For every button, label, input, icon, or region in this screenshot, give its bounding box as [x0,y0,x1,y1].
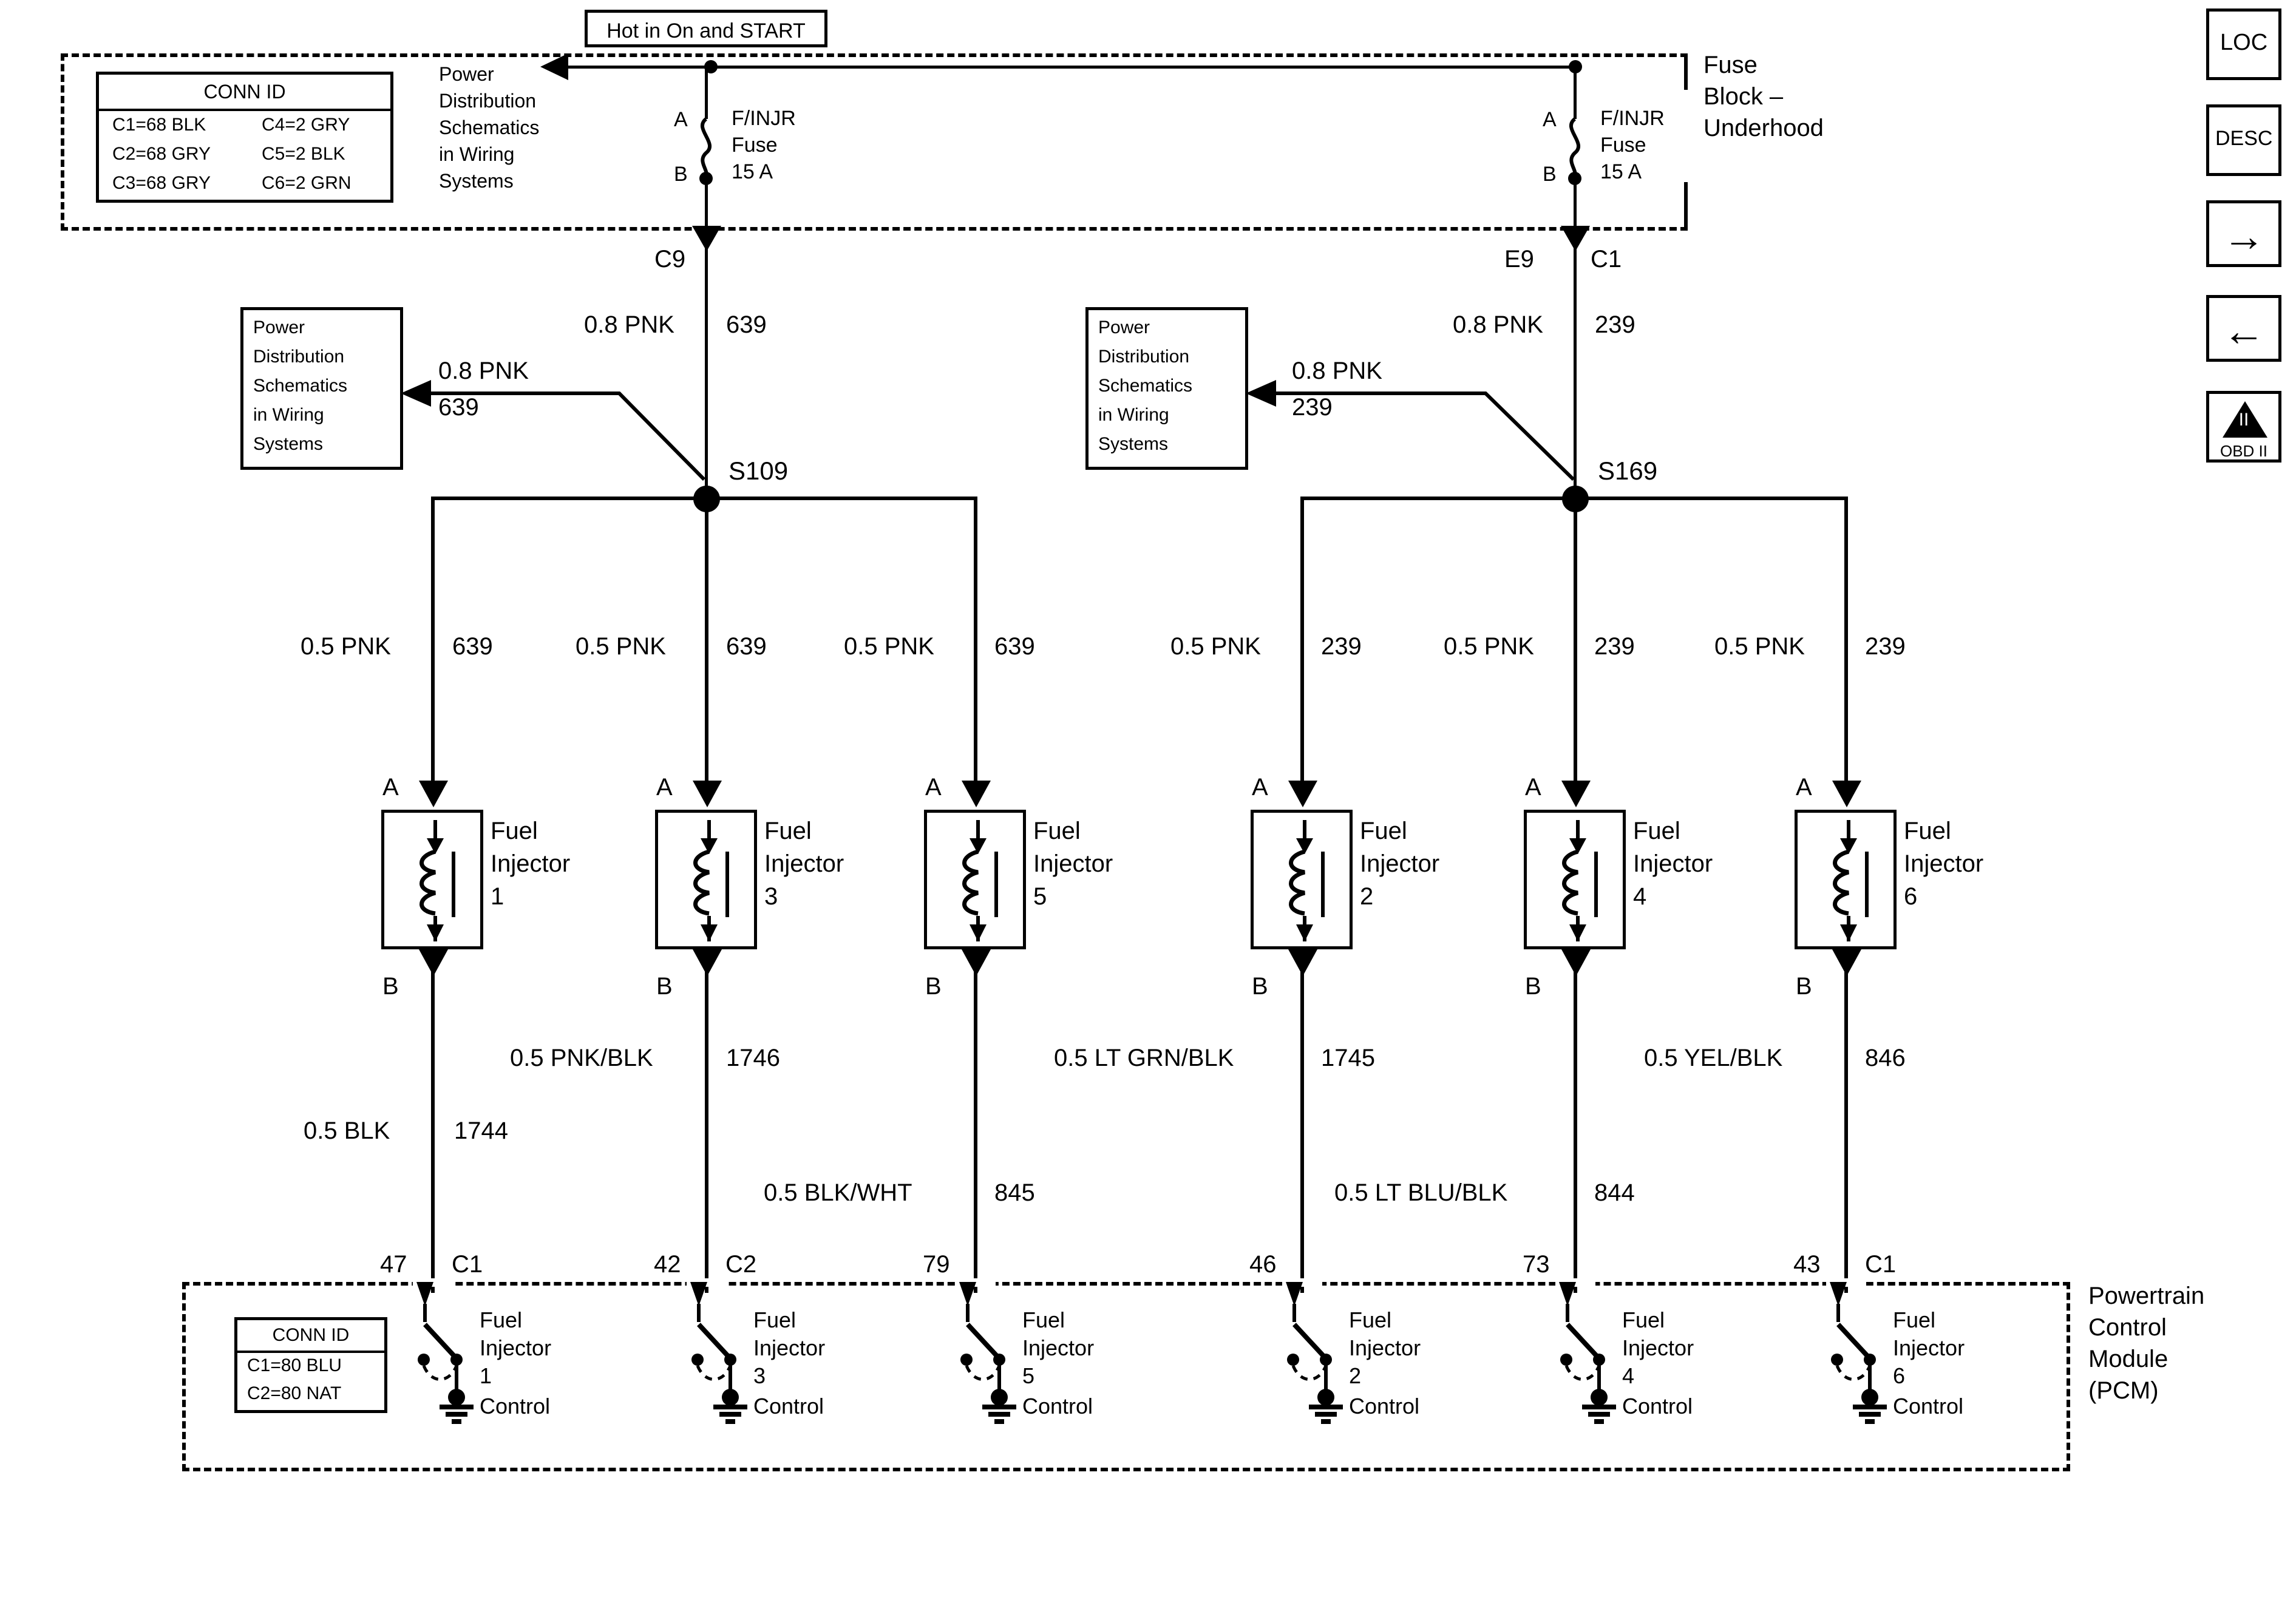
previous-arrow-button[interactable] [2206,295,2281,362]
branch-5-num: 239 [1594,633,1635,660]
pcm-driver-2-l3: 3 [753,1363,766,1388]
branch-4-num: 239 [1321,633,1362,660]
branch-drop-5 [1574,497,1577,800]
right-ref-wire-number: 239 [1292,394,1333,421]
pcm-driver-4-l1: Fuel [1349,1307,1392,1332]
injector-3-body [924,810,1026,949]
top-ref-line4: in Wiring [439,143,515,165]
injector-5-pin-b-label: B [1525,973,1541,1000]
left-ref-wire-number: 639 [438,394,479,421]
control-2-gauge: 0.5 PNK/BLK [510,1045,653,1071]
branch-drop-4 [1300,497,1304,800]
left-ref-line3: Schematics [253,376,348,396]
injector-4-name-l3: 2 [1360,883,1374,910]
branch-3-gauge: 0.5 PNK [844,633,934,660]
pcm-driver-2-l4: Control [753,1394,824,1419]
loc-button-label: LOC [2220,30,2268,55]
control-1-gauge: 0.5 BLK [304,1117,390,1144]
pcm-driver-4-l2: Injector [1349,1335,1421,1360]
fuse-block-right-edge-tick-bottom [1684,182,1688,231]
injector-4-body [1251,810,1353,949]
injector-1-pin-a-label: A [382,774,399,801]
injector-3-name-l1: Fuel [1033,818,1081,844]
pcm-conn-id-divider [237,1351,384,1353]
control-3-number: 845 [994,1179,1035,1206]
branch-4-gauge: 0.5 PNK [1170,633,1261,660]
pcm-pin-5-number: 73 [1523,1251,1550,1278]
feed2-number: 239 [1595,311,1635,338]
injector-4-coil-symbol [1275,820,1334,945]
injector-4-pin-a-arrow [1287,781,1319,810]
fuse1-word: Fuse [732,134,778,157]
right-power-distribution-ref-box [1085,307,1248,470]
fuse2-out-pin-e9: E9 [1504,246,1534,273]
pcm-driver-5-l3: 4 [1622,1363,1635,1388]
fuse1-element [691,119,722,177]
feed2-gauge: 0.8 PNK [1453,311,1543,338]
injector-3-name-l2: Injector [1033,850,1113,877]
control-6-number: 846 [1865,1045,1906,1071]
injector-6-name-l2: Injector [1904,850,1984,877]
injector-4-name-l2: Injector [1360,850,1440,877]
pcm-driver-2-l2: Injector [753,1335,826,1360]
pcm-driver-5-l4: Control [1622,1394,1693,1419]
injector-2-pin-a-arrow [691,781,723,810]
control-wire-5 [1574,971,1577,1293]
injector-5-pin-a-arrow [1560,781,1592,810]
right-ref-arrow-and-leader [1246,364,1580,504]
pcm-driver-6-l4: Control [1893,1394,1964,1419]
right-ref-line5: Systems [1098,434,1169,454]
next-arrow-button[interactable] [2206,200,2281,267]
left-ref-line1: Power [253,317,305,337]
pcm-pin-4-number: 46 [1249,1251,1277,1278]
injector-2-body [655,810,757,949]
obd-ii-sub-label: OBD II [2220,442,2267,460]
injector-3-name-l3: 5 [1033,883,1047,910]
injector-3-pin-b-label: B [925,973,942,1000]
fuse-conn-r3c2: C6=2 GRN [262,173,352,193]
hot-in-on-and-start-label: Hot in On and START [606,19,806,42]
hot-in-on-and-start-banner [585,10,827,47]
fuse-conn-r3c1: C3=68 GRY [112,173,211,193]
pcm-driver-1-symbol [389,1282,492,1440]
right-ref-line1: Power [1098,317,1150,337]
pcm-driver-3-symbol [931,1282,1034,1440]
fuse-block-right-edge-tick-top [1684,53,1688,90]
injector-3-coil-symbol [949,820,1007,945]
fuse-conn-r1c1: C1=68 BLK [112,115,206,135]
fuse2-rating: 15 A [1600,160,1642,183]
branch-2-gauge: 0.5 PNK [576,633,666,660]
injector-2-name-l2: Injector [764,850,844,877]
pcm-label-line1: Powertrain [2088,1283,2205,1309]
fuse2-pin-b: B [1543,163,1557,186]
pcm-pin-1-number: 47 [380,1251,407,1278]
injector-2-name-l1: Fuel [764,818,812,844]
injector-5-name-l1: Fuel [1633,818,1680,844]
fuse1-pin-b: B [674,163,688,186]
pcm-pin-6-conn: C1 [1865,1251,1897,1278]
injector-1-name-l3: 1 [491,883,504,910]
pcm-conn-id-row1: C1=80 BLU [247,1355,342,1375]
injector-6-coil-symbol [1819,820,1878,945]
pcm-driver-4-symbol [1258,1282,1361,1440]
fuse-block-conn-id-header: CONN ID [203,81,286,103]
injector-1-coil-symbol [406,820,464,945]
left-ref-wire-gauge: 0.8 PNK [438,358,529,384]
pcm-driver-1-l1: Fuel [480,1307,523,1332]
pcm-pin-6-number: 43 [1793,1251,1821,1278]
control-1-number: 1744 [454,1117,508,1144]
feed1-number: 639 [726,311,767,338]
injector-4-name-l1: Fuel [1360,818,1407,844]
pcm-driver-6-symbol [1802,1282,1905,1440]
fuse1-name: F/INJR [732,107,796,130]
left-ref-line4: in Wiring [253,405,324,425]
fuse2-name: F/INJR [1600,107,1665,130]
pcm-driver-2-symbol [662,1282,766,1440]
injector-4-pin-a-label: A [1252,774,1268,801]
fuse1-top-lead [705,66,708,119]
fuse-block-label-line3: Underhood [1703,115,1824,141]
splice-s169-label: S169 [1598,456,1658,485]
branch-1-gauge: 0.5 PNK [301,633,391,660]
right-ref-line2: Distribution [1098,347,1190,367]
pcm-driver-6-l2: Injector [1893,1335,1965,1360]
injector-1-name-l1: Fuel [491,818,538,844]
fuse-block-label-line1: Fuse [1703,52,1758,78]
previous-arrow-icon: ← [2223,307,2265,354]
top-bus-arrowhead [540,52,577,81]
fuse1-rating: 15 A [732,160,773,183]
branch-1-num: 639 [452,633,493,660]
branch-drop-1 [431,497,435,800]
loc-button[interactable] [2206,8,2281,80]
pcm-pin-1-conn: C1 [452,1251,483,1278]
pcm-driver-5-l2: Injector [1622,1335,1694,1360]
injector-6-pin-b-label: B [1796,973,1812,1000]
branch-drop-6 [1844,497,1848,800]
injector-1-body [381,810,483,949]
control-5-gauge: 0.5 LT BLU/BLK [1334,1179,1508,1206]
injector-5-name-l3: 4 [1633,883,1647,910]
fuse1-out-pin-c9: C9 [654,246,686,273]
left-ref-line5: Systems [253,434,324,454]
right-ref-line3: Schematics [1098,376,1193,396]
right-ref-line4: in Wiring [1098,405,1169,425]
injector-6-pin-a-label: A [1796,774,1812,801]
branch-6-gauge: 0.5 PNK [1714,633,1805,660]
pcm-label-line3: Module [2088,1346,2169,1372]
fuse-conn-r1c2: C4=2 GRY [262,115,350,135]
pcm-label-line4: (PCM) [2088,1377,2159,1404]
pcm-driver-4-l3: 2 [1349,1363,1362,1388]
pcm-driver-1-l4: Control [480,1394,551,1419]
injector-1-pin-b-label: B [382,973,399,1000]
branch-2-num: 639 [726,633,767,660]
left-ref-line2: Distribution [253,347,345,367]
obd-ii-button[interactable] [2206,391,2281,463]
fuse2-word: Fuse [1600,134,1646,157]
pcm-driver-2-l1: Fuel [753,1307,796,1332]
fuse2-out-pin-c1: C1 [1591,246,1622,273]
control-4-number: 1745 [1321,1045,1375,1071]
control-4-gauge: 0.5 LT GRN/BLK [1054,1045,1234,1071]
pcm-driver-5-symbol [1531,1282,1634,1440]
pcm-pin-2-number: 42 [654,1251,681,1278]
pcm-driver-6-l3: 6 [1893,1363,1906,1388]
pcm-driver-5-l1: Fuel [1622,1307,1665,1332]
control-wire-6 [1844,971,1848,1293]
injector-4-pin-b-label: B [1252,973,1268,1000]
top-ref-line2: Distribution [439,90,537,112]
pcm-label-line2: Control [2088,1314,2167,1341]
fuse2-element [1560,119,1591,177]
injector-2-pin-a-label: A [656,774,673,801]
injector-6-body [1795,810,1897,949]
pcm-conn-id-box [234,1317,387,1413]
fuse-block-conn-id-box [96,72,393,203]
fuse1-pin-a: A [674,108,688,131]
pcm-driver-3-l2: Injector [1022,1335,1095,1360]
pcm-driver-1-l3: 1 [480,1363,492,1388]
desc-button-label: DESC [2215,127,2273,150]
branch-6-num: 239 [1865,633,1906,660]
fuse2-pin-a: A [1543,108,1557,131]
obd-ii-roman-label: II [2238,410,2249,430]
left-power-distribution-ref-box [240,307,403,470]
pcm-driver-3-l4: Control [1022,1394,1093,1419]
branch-drop-3 [974,497,977,800]
branch-3-num: 639 [994,633,1035,660]
pcm-driver-4-l4: Control [1349,1394,1420,1419]
top-ref-line1: Power [439,63,494,85]
control-wire-2 [705,971,708,1293]
splice-s109-label: S109 [729,456,789,485]
injector-2-name-l3: 3 [764,883,778,910]
conn-id-divider [99,109,390,111]
injector-3-pin-a-label: A [925,774,942,801]
branch-drop-2 [705,497,708,800]
control-3-gauge: 0.5 BLK/WHT [764,1179,912,1206]
next-arrow-icon: → [2223,212,2265,260]
branch-5-gauge: 0.5 PNK [1444,633,1534,660]
fuse-conn-r2c2: C5=2 BLK [262,144,345,164]
injector-6-pin-a-arrow [1831,781,1863,810]
injector-1-pin-a-arrow [418,781,449,810]
injector-1-name-l2: Injector [491,850,571,877]
right-ref-wire-gauge: 0.8 PNK [1292,358,1382,384]
control-2-number: 1746 [726,1045,780,1071]
control-wire-4 [1300,971,1304,1293]
injector-3-pin-a-arrow [960,781,992,810]
injector-5-coil-symbol [1549,820,1607,945]
pcm-pin-3-number: 79 [923,1251,950,1278]
pcm-driver-3-l3: 5 [1022,1363,1035,1388]
fuse-conn-r2c1: C2=68 GRY [112,144,211,164]
fuse2-top-lead [1574,66,1577,119]
pcm-conn-id-header: CONN ID [272,1325,350,1345]
fuse-block-label-line2: Block – [1703,83,1784,110]
pcm-pin-2-conn: C2 [725,1251,757,1278]
control-wire-1 [431,971,435,1293]
injector-6-name-l1: Fuel [1904,818,1951,844]
control-wire-3 [974,971,977,1293]
control-6-gauge: 0.5 YEL/BLK [1644,1045,1783,1071]
control-5-number: 844 [1594,1179,1635,1206]
feed1-gauge: 0.8 PNK [584,311,674,338]
pcm-driver-3-l1: Fuel [1022,1307,1065,1332]
injector-6-name-l3: 6 [1904,883,1918,910]
injector-5-name-l2: Injector [1633,850,1713,877]
pcm-conn-id-row2: C2=80 NAT [247,1383,342,1403]
injector-2-pin-b-label: B [656,973,673,1000]
injector-2-coil-symbol [680,820,738,945]
pcm-driver-1-l2: Injector [480,1335,552,1360]
left-ref-arrow-and-leader [401,364,710,504]
desc-button[interactable] [2206,104,2281,176]
injector-5-body [1524,810,1626,949]
injector-5-pin-a-label: A [1525,774,1541,801]
pcm-driver-6-l1: Fuel [1893,1307,1936,1332]
top-ref-line5: Systems [439,170,514,192]
top-ref-line3: Schematics [439,117,540,138]
